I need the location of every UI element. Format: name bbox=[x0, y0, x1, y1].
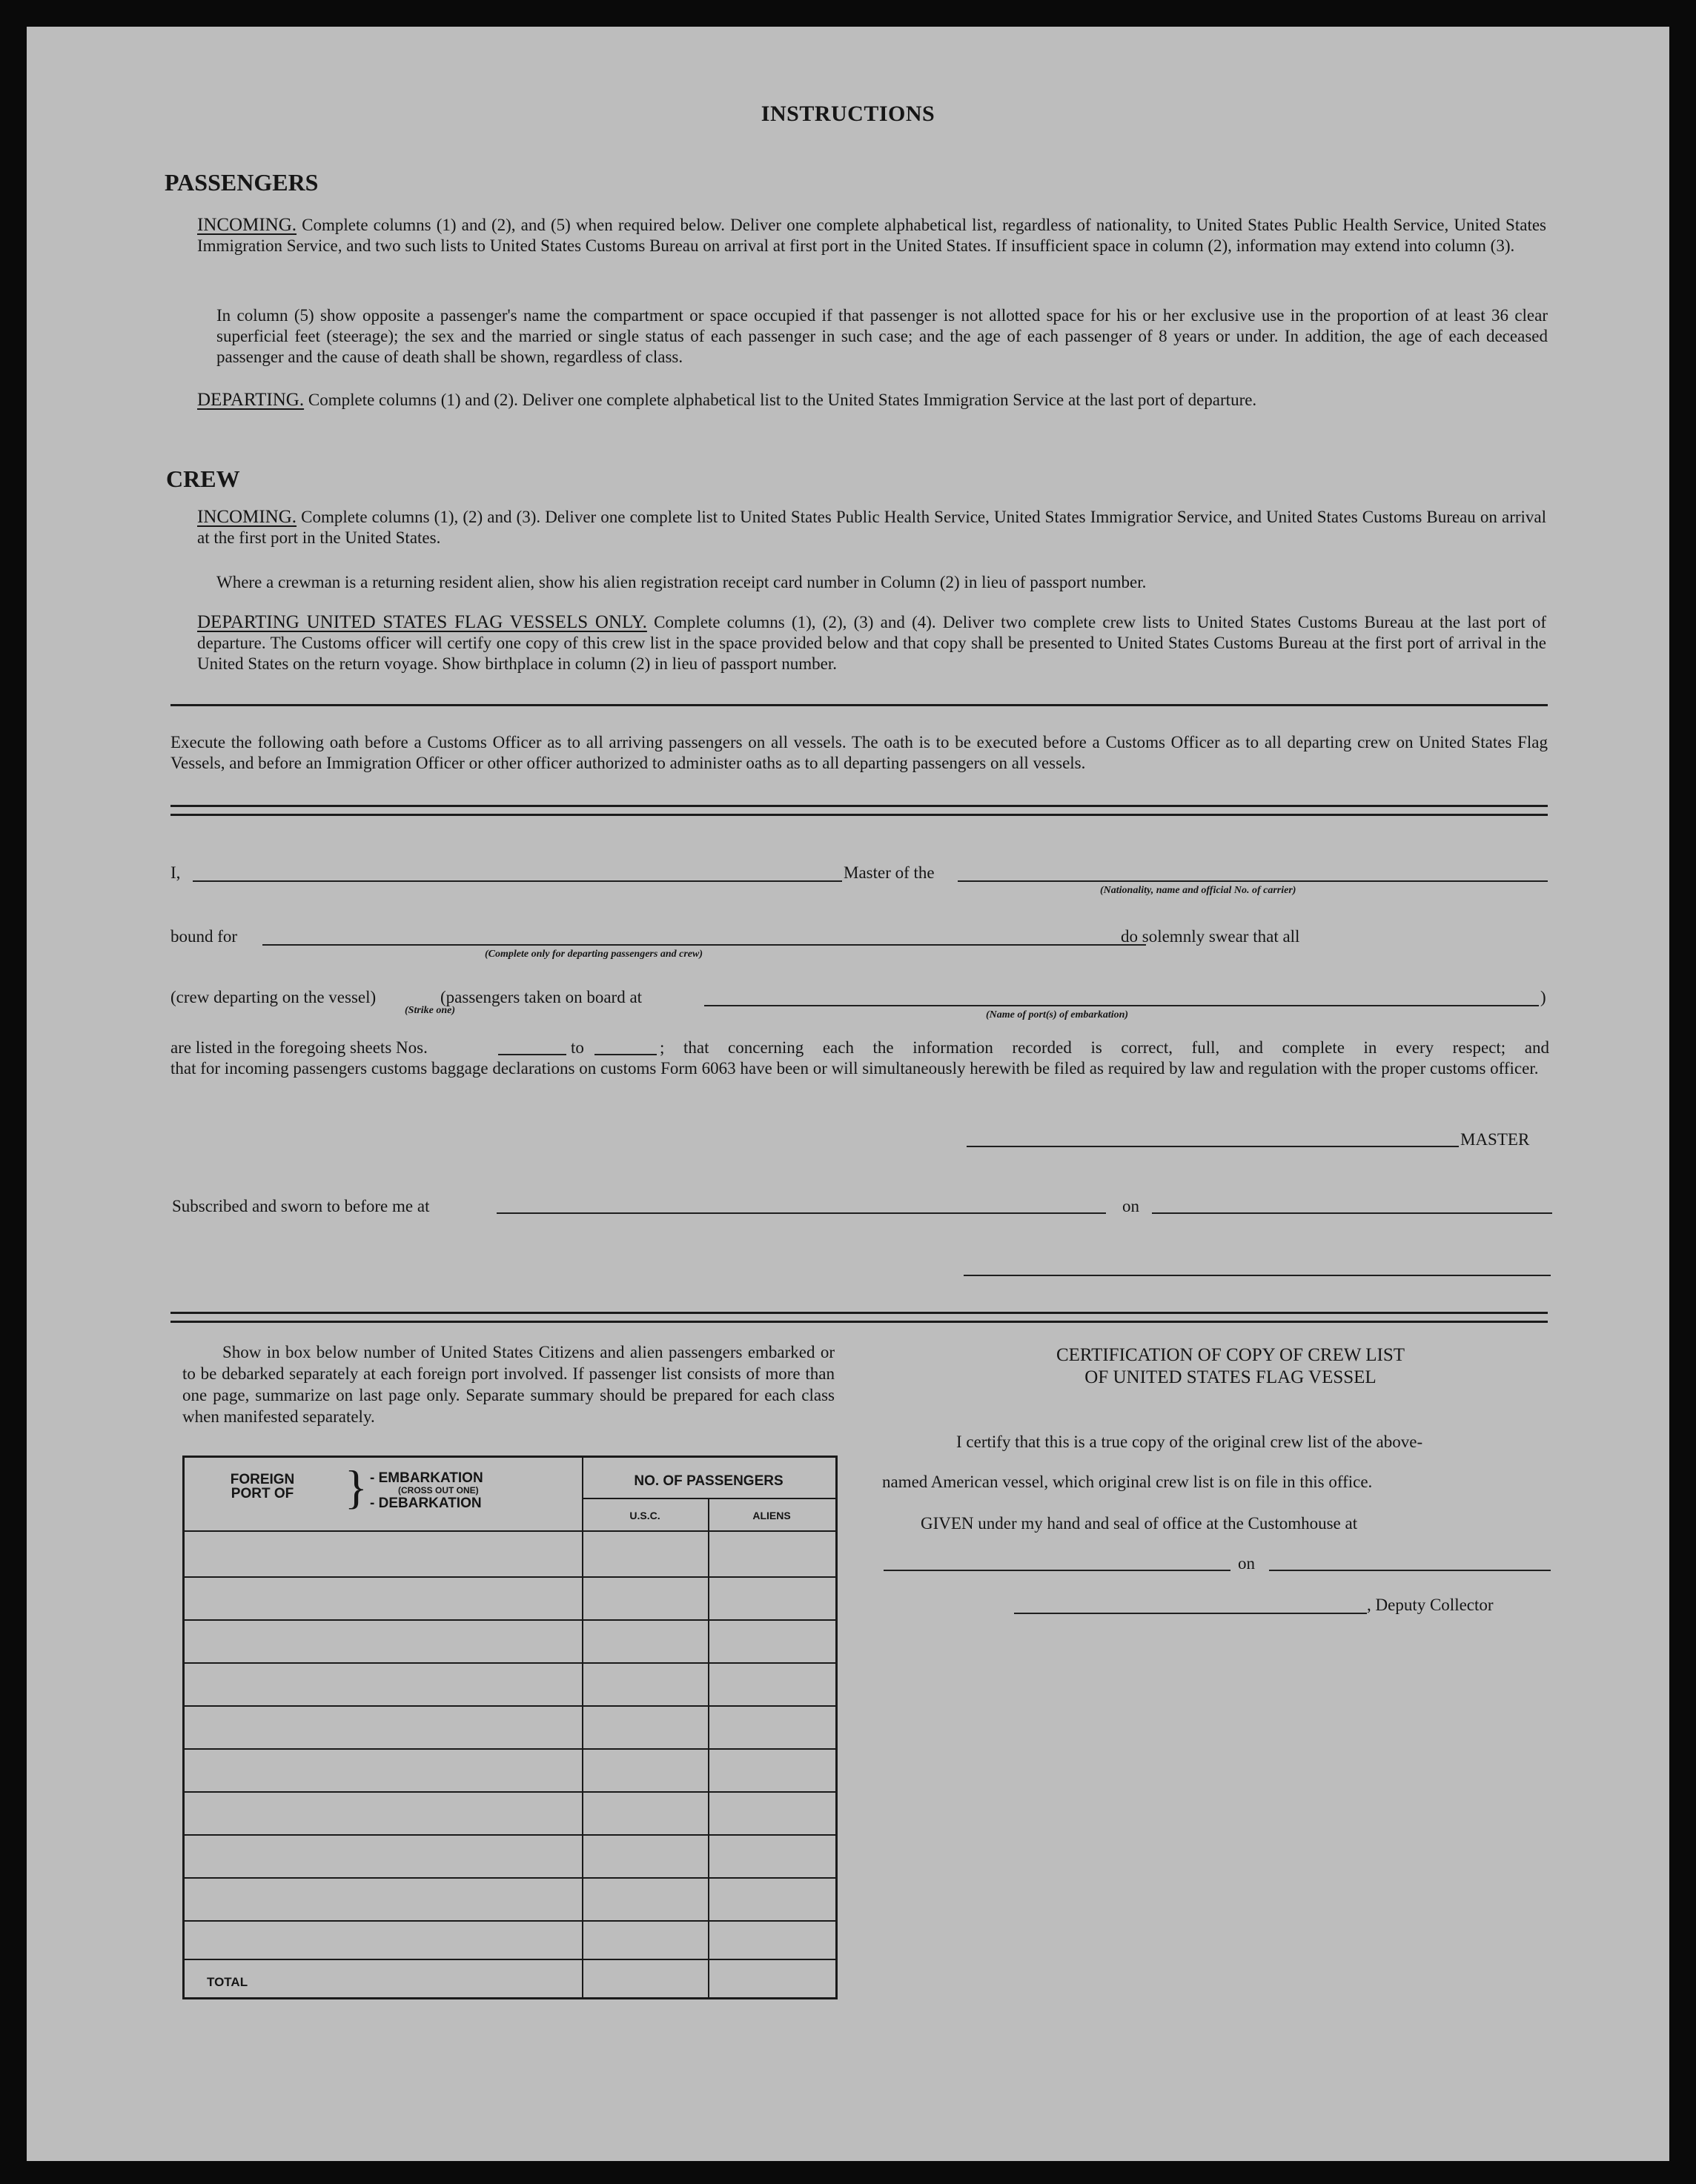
summary-instructions: Show in box below number of United States Citizens and alien passengers embarked or to be debarked separately at each foreign port involved. If passenger list consists of more than one page, summarize on last page only. Separate summary should be prepared for each class when manifested separately. bbox=[182, 1343, 835, 1426]
table-row bbox=[185, 1834, 835, 1836]
table-row bbox=[185, 1662, 835, 1664]
certification-line-3: GIVEN under my hand and seal of office at the Customhouse at bbox=[921, 1514, 1358, 1533]
table-row bbox=[185, 1920, 835, 1922]
col-cross-out: (CROSS OUT ONE) bbox=[398, 1485, 479, 1496]
crew-incoming-text: Complete columns (1), (2) and (3). Deliver one complete list to United States Public Health Service, United States Immigratior Service, and United States Customs Bureau on arrival at the first port in the United States. bbox=[197, 508, 1546, 547]
close-paren: ) bbox=[1540, 988, 1546, 1006]
col-embarkation: - EMBARKATION bbox=[370, 1470, 483, 1486]
divider bbox=[170, 1312, 1548, 1314]
sheet-to-field[interactable] bbox=[594, 1054, 657, 1055]
col-debarkation: - DEBARKATION bbox=[370, 1496, 482, 1511]
certification-line-1: I certify that this is a true copy of the original crew list of the above- bbox=[956, 1433, 1423, 1451]
swear-label: do solemnly swear that all bbox=[1121, 927, 1300, 946]
listed-text-2: ; that concerning each the information recorded is correct, full, and complete in every respect; and bbox=[660, 1038, 1549, 1057]
oath-instruction: Execute the following oath before a Customs Officer as to all arriving passengers on all vessels. The oath is to be executed before a Customs Officer as to all departing crew on United States Flag Vessels, and before an Immigration Officer or other officer authorized to administer oaths as to all departing passengers on all vessels. bbox=[170, 733, 1548, 772]
certification-on-label: on bbox=[1238, 1554, 1255, 1573]
sworn-location-field[interactable] bbox=[497, 1212, 1106, 1214]
col-foreign-port: FOREIGN PORT OF bbox=[230, 1472, 295, 1501]
carrier-field[interactable] bbox=[958, 880, 1548, 882]
crew-heading: CREW bbox=[166, 465, 240, 492]
passengers-departing bbox=[197, 390, 1546, 411]
table-row bbox=[185, 1959, 835, 1960]
oath-i-label: I, bbox=[170, 863, 181, 882]
passengers-incoming bbox=[197, 215, 1546, 256]
passengers-heading: PASSENGERS bbox=[165, 169, 319, 196]
table-header-bottom bbox=[185, 1530, 835, 1532]
crew-departing-label: DEPARTING UNITED STATES FLAG VESSELS ONLY. bbox=[197, 612, 647, 632]
crew-incoming-label: INCOMING. bbox=[197, 507, 297, 527]
crew-departing-option: (crew departing on the vessel) bbox=[170, 988, 377, 1006]
certification-title-2: OF UNITED STATES FLAG VESSEL bbox=[1084, 1367, 1377, 1387]
master-name-field[interactable] bbox=[193, 880, 842, 882]
certification-title bbox=[912, 1344, 1549, 1389]
divider bbox=[170, 704, 1548, 706]
table-header-divider bbox=[582, 1498, 835, 1499]
passengers-incoming-label: INCOMING. bbox=[197, 215, 297, 235]
passenger-summary-table bbox=[182, 1456, 838, 1999]
master-signature-field[interactable] bbox=[967, 1146, 1459, 1147]
listed-to: to bbox=[571, 1038, 584, 1057]
certification-line-2: named American vessel, which original crew list is on file in this office. bbox=[882, 1473, 1373, 1491]
table-row bbox=[185, 1791, 835, 1793]
master-of-the-label: Master of the bbox=[844, 863, 935, 882]
divider bbox=[170, 805, 1548, 807]
carrier-caption: (Nationality, name and official No. of carrier) bbox=[1100, 885, 1296, 896]
deputy-collector-label: , Deputy Collector bbox=[1367, 1596, 1494, 1614]
customhouse-field[interactable] bbox=[884, 1570, 1230, 1571]
listed-text-3: that for incoming passengers customs baggage declarations on customs Form 6063 have been or will simultaneously herewith be filed as required by law and regulation with the proper customs officer. bbox=[170, 1059, 1539, 1078]
table-row bbox=[185, 1705, 835, 1707]
form-page bbox=[27, 27, 1669, 2161]
col-aliens: ALIENS bbox=[752, 1510, 791, 1521]
deputy-signature-field[interactable] bbox=[1014, 1613, 1367, 1614]
sworn-on-label: on bbox=[1122, 1197, 1139, 1215]
divider bbox=[170, 1321, 1548, 1323]
departing-caption: (Complete only for departing passengers and crew) bbox=[485, 949, 703, 960]
table-row bbox=[185, 1877, 835, 1879]
bound-for-field[interactable] bbox=[262, 944, 1146, 946]
sheet-from-field[interactable] bbox=[498, 1054, 566, 1055]
passengers-taken-option: (passengers taken on board at bbox=[440, 988, 643, 1006]
total-label: TOTAL bbox=[207, 1975, 248, 1989]
subscribed-label: Subscribed and sworn to before me at bbox=[172, 1197, 430, 1215]
certification-title-1: CERTIFICATION OF COPY OF CREW LIST bbox=[1056, 1345, 1405, 1365]
certification-date-field[interactable] bbox=[1269, 1570, 1551, 1571]
embarkation-ports-field[interactable] bbox=[704, 1005, 1539, 1006]
table-col-divider bbox=[582, 1458, 583, 1997]
officer-signature-field[interactable] bbox=[964, 1275, 1551, 1276]
brace-glyph: } bbox=[345, 1461, 368, 1513]
strike-one-caption: (Strike one) bbox=[405, 1005, 456, 1016]
crew-departing-text: Complete columns (1), (2), (3) and (4). Deliver two complete crew lists to United States Customs Bureau at the last port of departure. The Customs officer will certify one copy of this crew list in the space provided below and that copy shall be presented to United States Customs Bureau at the first port of arrival in the United States on the return voyage. Show birthplace in column (2) in lieu of passport number. bbox=[197, 613, 1547, 673]
divider bbox=[170, 814, 1548, 816]
page-title: INSTRUCTIONS bbox=[761, 102, 935, 126]
bound-for-label: bound for bbox=[170, 927, 238, 946]
master-label: MASTER bbox=[1460, 1130, 1530, 1149]
col-usc: U.S.C. bbox=[629, 1510, 660, 1521]
sworn-date-field[interactable] bbox=[1152, 1212, 1552, 1214]
crew-incoming bbox=[197, 507, 1546, 548]
listed-text-1: are listed in the foregoing sheets Nos. bbox=[170, 1038, 428, 1057]
passengers-departing-text: Complete columns (1) and (2). Deliver one complete alphabetical list to the United States Immigration Service at the last port of departure. bbox=[308, 391, 1257, 409]
table-row bbox=[185, 1576, 835, 1578]
table-row bbox=[185, 1748, 835, 1750]
passengers-column5: In column (5) show opposite a passenger's name the compartment or space occupied if that passenger is not allotted space for his or her exclusive use in the proportion of at least 36 clear superficial feet (steerage); the sex and the married or single status of each passenger in such case; and the age of each passenger of 8 years or under. In addition, the age of each deceased passenger and the cause of death shall be shown, regardless of class. bbox=[216, 306, 1548, 366]
ports-caption: (Name of port(s) of embarkation) bbox=[986, 1009, 1129, 1020]
crew-departing bbox=[197, 612, 1546, 674]
table-row bbox=[185, 1619, 835, 1621]
col-no-passengers: NO. OF PASSENGERS bbox=[634, 1473, 784, 1489]
crew-resident: Where a crewman is a returning resident alien, show his alien registration receipt card number in Column (2) in lieu of passport number. bbox=[216, 573, 1147, 591]
passengers-departing-label: DEPARTING. bbox=[197, 390, 305, 410]
passengers-incoming-text: Complete columns (1) and (2), and (5) when required below. Deliver one complete alphabetical list, regardless of nationality, to United States Public Health Service, United States Immigration Service, and two such lists to United States Customs Bureau on arrival at first port in the United States. If insufficient space in column (2), information may extend into column (3). bbox=[197, 216, 1546, 255]
